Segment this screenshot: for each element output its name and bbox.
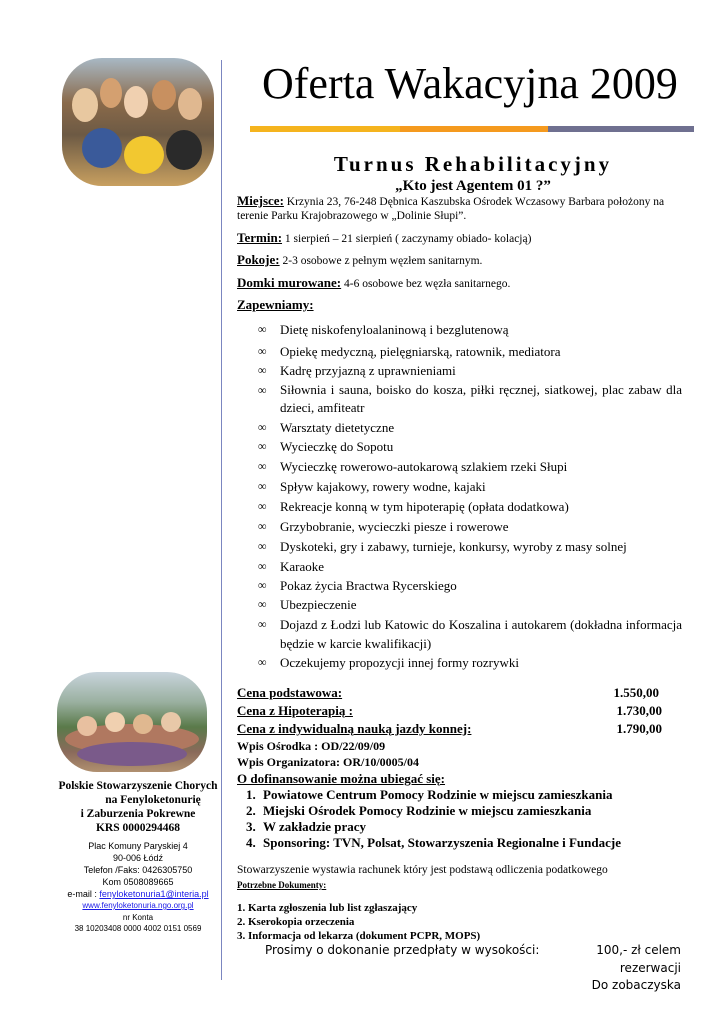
color-bar-2 xyxy=(400,126,548,132)
list-item: ∞ Karaoke xyxy=(258,559,325,574)
infinity-bullet-icon: ∞ xyxy=(258,655,267,669)
price-row xyxy=(237,685,662,701)
list-item: ∞ Grzybobranie, wycieczki piesze i rowerowe xyxy=(258,519,509,534)
provide-heading xyxy=(237,298,682,313)
document-item: 3. Informacja od lekarza (dokument PCPR, MOPS) xyxy=(237,930,481,942)
prepayment-amount: 100,- zł celem xyxy=(596,943,681,957)
list-item: 1. Powiatowe Centrum Pomocy Rodzinie w miejscu zamieszkania xyxy=(259,787,699,803)
org-account-label: nr Konta xyxy=(122,913,154,922)
term-text: 1 sierpień – 21 sierpień ( zaczynamy obiado- kolacją) xyxy=(284,233,532,245)
place-label: Miejsce: xyxy=(237,193,284,208)
infinity-bullet-icon: ∞ xyxy=(258,383,267,397)
place-info xyxy=(237,194,682,223)
org-email-row xyxy=(20,888,256,900)
list-item: ∞ Oczekujemy propozycji innej formy rozrywki xyxy=(258,655,519,670)
center-registry: Wpis Ośrodka : OD/22/09/09 xyxy=(237,739,386,753)
infinity-bullet-icon: ∞ xyxy=(258,363,267,377)
list-item: ∞ Rekreacje konną w tym hipoterapię (opłata dodatkowa) xyxy=(258,499,569,514)
list-item: 3. W zakładzie pracy xyxy=(259,819,699,835)
email-link[interactable]: fenyloketonuria1@interia.pl xyxy=(99,889,209,899)
list-item: 4. Sponsoring: TVN, Polsat, Stowarzyszenia Regionalne i Fundacje xyxy=(259,835,699,851)
color-bar-3 xyxy=(548,126,694,132)
org-phone: Telefon /Faks: 0426305750 xyxy=(83,865,193,875)
org-name-line2: na Fenyloketonurię xyxy=(105,794,201,806)
group-photo-bottom xyxy=(57,672,207,772)
price-label: Cena z Hipoterapią : xyxy=(237,703,353,718)
price-row xyxy=(237,721,662,737)
list-item: ∞ Wycieczkę rowerowo-autokarową szlakiem rzeki Słupi xyxy=(258,459,568,474)
program-title: Turnus Rehabilitacyjny xyxy=(333,152,613,176)
price-value: 1.550,00 xyxy=(613,685,659,700)
program-tagline: „Kto jest Agentem 01 ?” xyxy=(395,178,551,194)
funding-list xyxy=(237,787,699,851)
page-title: Oferta Wakacyjna 2009 xyxy=(262,59,678,108)
color-bar-1 xyxy=(250,126,400,132)
houses-label: Domki murowane: xyxy=(237,275,342,290)
list-item: ∞ Kadrę przyjazną z uprawnieniami xyxy=(258,363,456,378)
org-website-row xyxy=(20,900,256,912)
list-item: ∞ Wycieczkę do Sopotu xyxy=(258,439,394,454)
document-item: 2. Kserokopia orzeczenia xyxy=(237,916,355,928)
infinity-bullet-icon: ∞ xyxy=(258,479,267,493)
org-account: 38 10203408 0000 4002 0151 0569 xyxy=(74,924,202,933)
org-name-line3: i Zaburzenia Pokrewne xyxy=(80,808,196,820)
list-item: ∞ Ubezpieczenie xyxy=(258,597,357,612)
infinity-bullet-icon: ∞ xyxy=(258,420,267,434)
group-photo-top xyxy=(62,58,214,186)
provide-label: Zapewniamy: xyxy=(237,297,314,312)
infinity-bullet-icon: ∞ xyxy=(258,519,267,533)
infinity-bullet-icon: ∞ xyxy=(258,597,267,611)
document-item: 1. Karta zgłoszenia lub list zgłaszający xyxy=(237,902,418,914)
funding-heading: O dofinansowanie można ubiegać się: xyxy=(237,771,446,786)
list-item: ∞ Warsztaty dietetyczne xyxy=(258,420,395,435)
infinity-bullet-icon: ∞ xyxy=(258,344,267,358)
list-item: 2. Miejski Ośrodek Pomocy Rodzinie w miejscu zamieszkania xyxy=(259,803,699,819)
infinity-bullet-icon: ∞ xyxy=(258,322,267,336)
email-label: e-mail : xyxy=(67,889,97,899)
organizer-registry: Wpis Organizatora: OR/10/0005/04 xyxy=(237,755,419,769)
rooms-label: Pokoje: xyxy=(237,252,280,267)
rooms-info xyxy=(237,253,682,268)
term-label: Termin: xyxy=(237,230,283,245)
rooms-text: 2-3 osobowe z pełnym węzłem sanitarnym. xyxy=(282,255,483,267)
org-name-line1: Polskie Stowarzyszenie Chorych xyxy=(58,780,218,792)
invoice-note: Stowarzyszenie wystawia rachunek który jest podstawą odliczenia podatkowego xyxy=(237,864,608,876)
org-address1: Plac Komuny Paryskiej 4 xyxy=(88,841,188,851)
infinity-bullet-icon: ∞ xyxy=(258,459,267,473)
org-mobile: Kom 0508089665 xyxy=(102,877,174,887)
price-value: 1.730,00 xyxy=(616,703,662,718)
list-item: ∞ Dojazd z Łodzi lub Katowic do Koszalina i autokarem (dokładna informacja będzie w karcie kwalifikacji) xyxy=(258,617,682,651)
place-text: Krzynia 23, 76-248 Dębnica Kaszubska Ośrodek Wczasowy Barbara położony na terenie Parku Krajobrazowego w „Dolinie Słupi”. xyxy=(237,196,665,222)
price-label: Cena z indywidualną nauką jazdy konnej: xyxy=(237,721,472,736)
list-item: ∞ Opiekę medyczną, pielęgniarską, ratownik, mediatora xyxy=(258,344,561,359)
list-item: ∞ Dietę niskofenyloalaninową i bezglutenową xyxy=(258,322,509,337)
houses-text: 4-6 osobowe bez węzła sanitarnego. xyxy=(344,278,511,290)
list-item: ∞ Pokaz życia Bractwa Rycerskiego xyxy=(258,578,457,593)
documents-heading: Potrzebne Dokumenty: xyxy=(237,880,327,890)
price-row xyxy=(237,703,662,719)
website-link[interactable]: www.fenyloketonuria.ngo.org.pl xyxy=(82,901,194,910)
price-label: Cena podstawowa: xyxy=(237,685,343,700)
prepayment-request: Prosimy o dokonanie przedpłaty w wysokości: xyxy=(265,943,540,957)
infinity-bullet-icon: ∞ xyxy=(258,439,267,453)
infinity-bullet-icon: ∞ xyxy=(258,499,267,513)
list-item: ∞ Spływ kajakowy, rowery wodne, kajaki xyxy=(258,479,486,494)
houses-info xyxy=(237,276,682,291)
infinity-bullet-icon: ∞ xyxy=(258,539,267,553)
price-value: 1.790,00 xyxy=(616,721,662,736)
farewell: Do zobaczyska xyxy=(591,978,681,992)
infinity-bullet-icon: ∞ xyxy=(258,578,267,592)
infinity-bullet-icon: ∞ xyxy=(258,617,267,631)
org-krs: KRS 0000294468 xyxy=(95,822,181,834)
infinity-bullet-icon: ∞ xyxy=(258,559,267,573)
prepayment-purpose: rezerwacji xyxy=(619,961,681,975)
list-item: ∞ Dyskoteki, gry i zabawy, turnieje, konkursy, wyroby z masy solnej xyxy=(258,539,627,554)
list-item: ∞ Siłownia i sauna, boisko do kosza, piłki ręcznej, siatkowej, plac zabaw dla dzieci, amfiteatr xyxy=(258,382,682,415)
term-info xyxy=(237,231,682,246)
org-address2: 90-006 Łódź xyxy=(112,853,164,863)
provide-list xyxy=(258,320,682,672)
